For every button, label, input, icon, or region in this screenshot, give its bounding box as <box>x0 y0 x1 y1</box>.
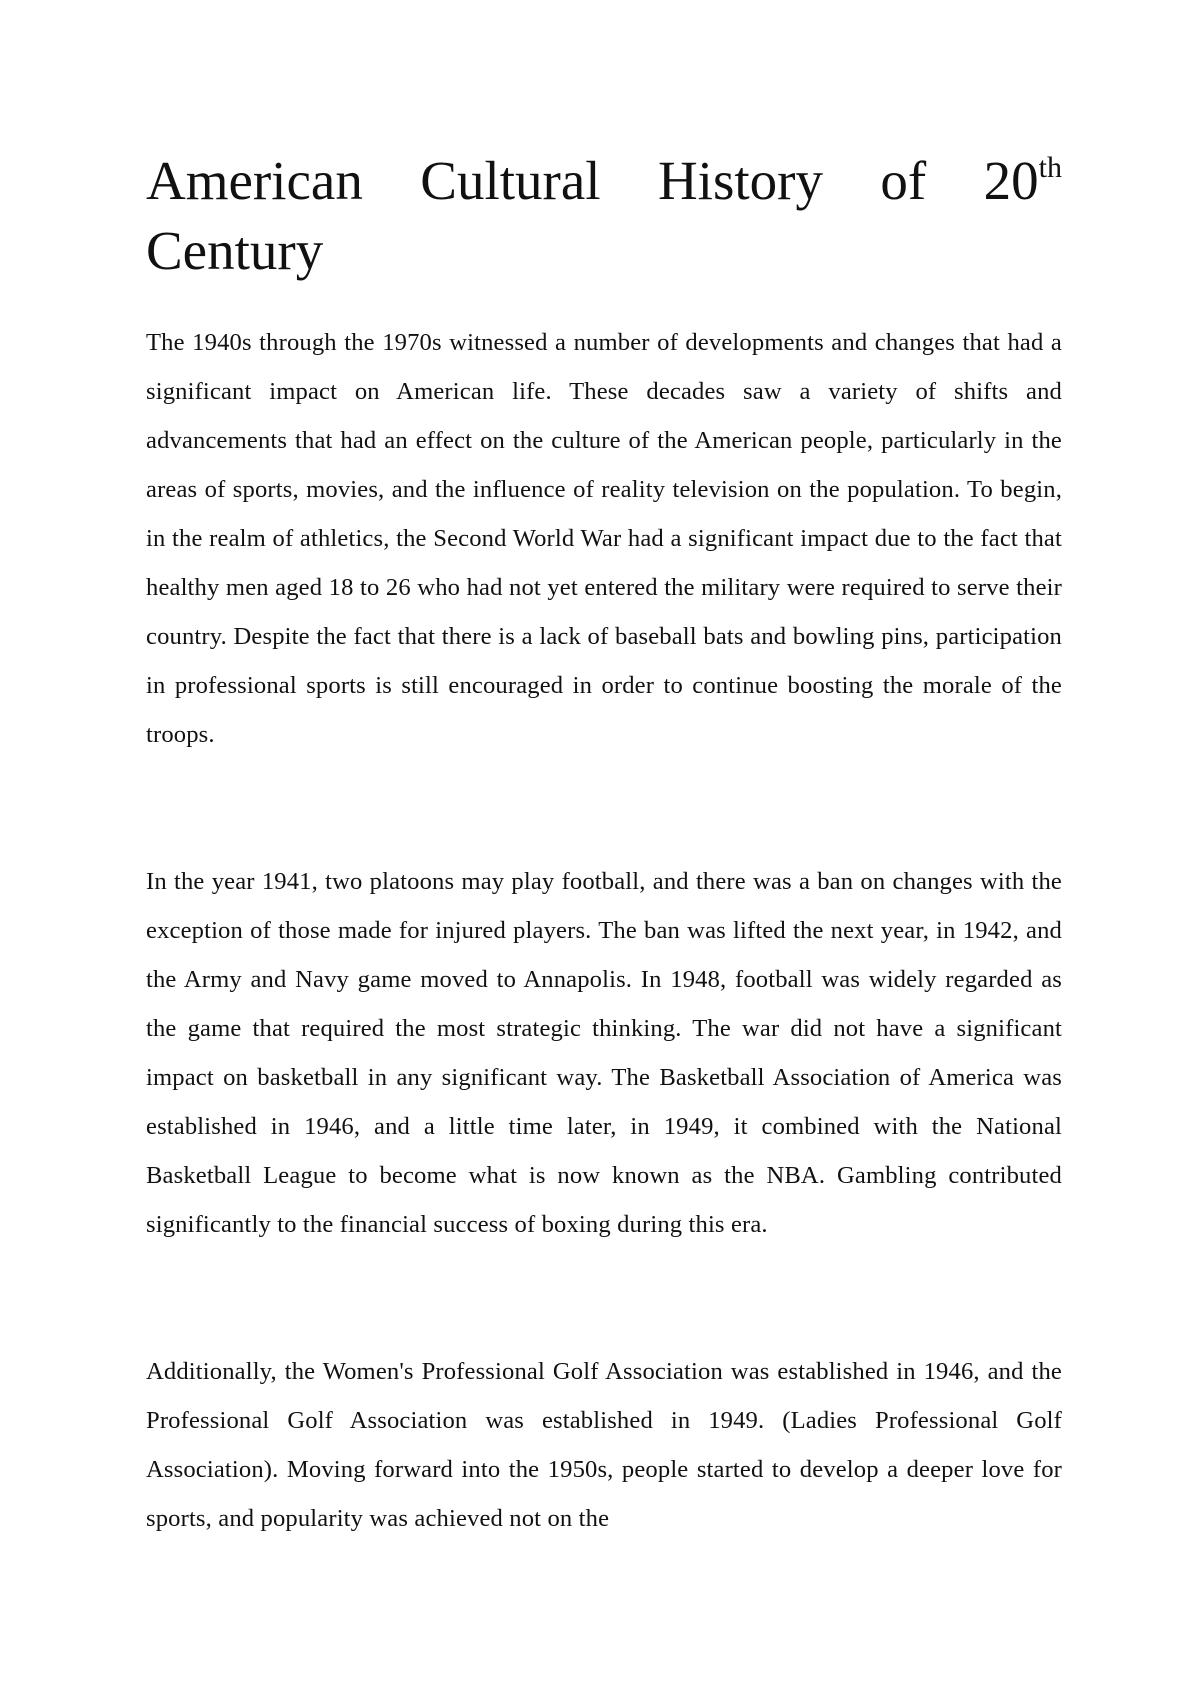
title-superscript: th <box>1038 151 1062 184</box>
title-word-with-superscript <box>984 146 1062 216</box>
title-word: American <box>146 150 363 211</box>
document-title <box>146 146 1062 286</box>
title-word: History <box>657 150 823 211</box>
title-line-2: Century <box>146 220 324 281</box>
body-paragraph: Additionally, the Women's Professional Golf Association was established in 1946, and the Professional Golf Association was established in 1949. (Ladies Professional Golf Association). Moving forward into the 1950s, people started to develop a deeper love for sports, and popularity was achieved not on the <box>146 1358 1062 1532</box>
body-paragraph: The 1940s through the 1970s witnessed a number of developments and changes that had a significant impact on American life. These decades saw a variety of shifts and advancements that had an effect on the culture of the American people, particularly in the areas of sports, movies, and the influence of reality television on the population. To begin, in the realm of athletics, the Second World War had a significant impact due to the fact that healthy men aged 18 to 26 who had not yet entered the military were required to serve their country. Despite the fact that there is a lack of baseball bats and bowling pins, participation in professional sports is still encouraged in order to continue boosting the morale of the troops. <box>146 329 1062 748</box>
body-paragraph: In the year 1941, two platoons may play football, and there was a ban on changes with the exception of those made for injured players. The ban was lifted the next year, in 1942, and the Army and Navy game moved to Annapolis. In 1948, football was widely regarded as the game that required the most strategic thinking. The war did not have a significant impact on basketball in any significant way. The Basketball Association of America was established in 1946, and a little time later, in 1949, it combined with the National Basketball League to become what is now known as the NBA. Gambling contributed significantly to the financial success of boxing during this era. <box>146 868 1062 1238</box>
title-word: of <box>880 150 927 211</box>
title-word: Cultural <box>420 150 601 211</box>
title-line-1 <box>146 146 1062 216</box>
title-word: 20 <box>983 150 1039 211</box>
